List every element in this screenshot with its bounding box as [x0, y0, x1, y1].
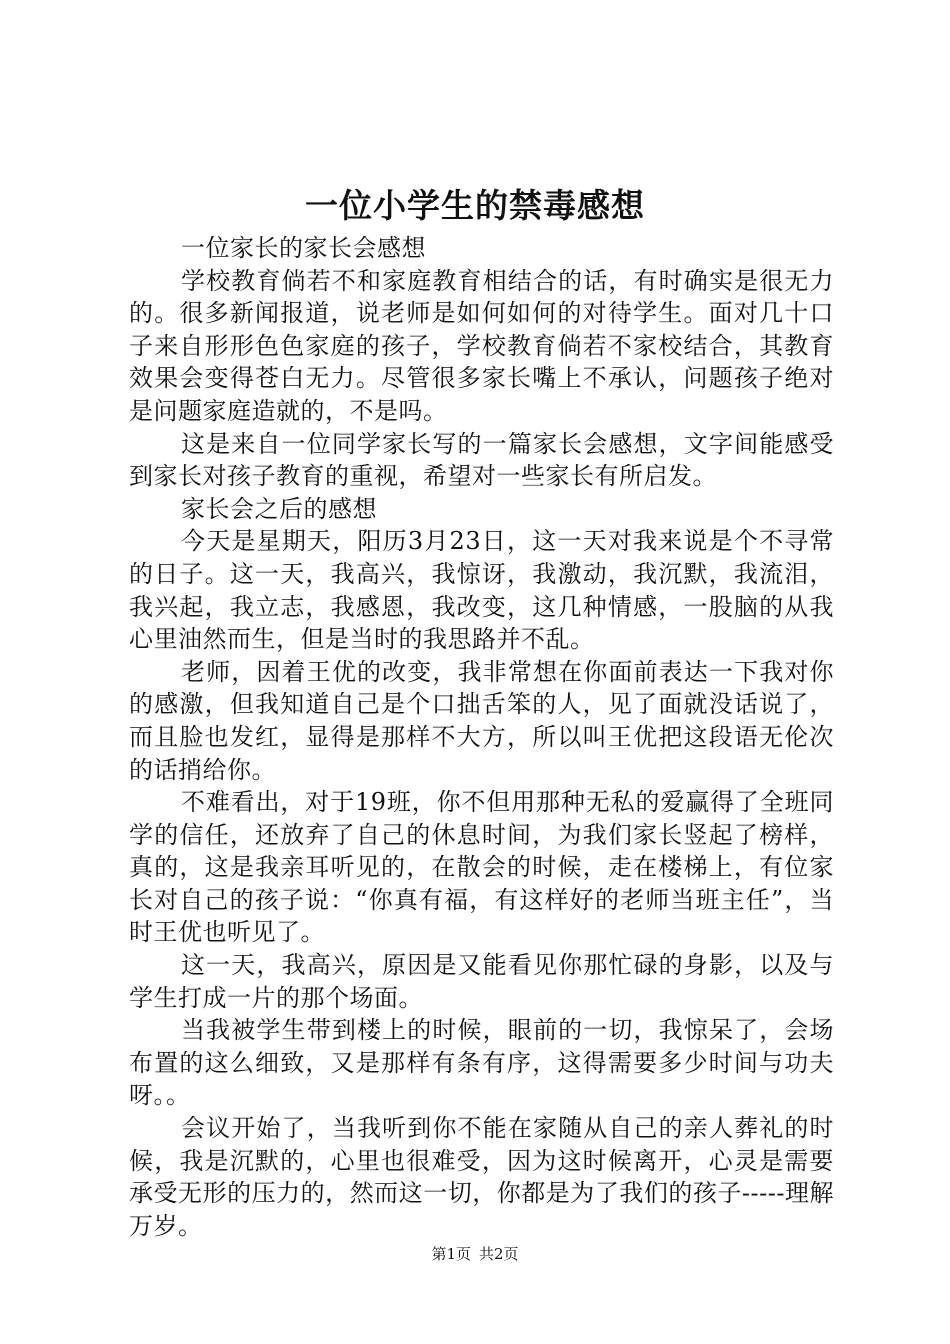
body-paragraph: 学校教育倘若不和家庭教育相结合的话，有时确实是很无力的。很多新闻报道，说老师是如何如何的对待学生。面对几十口子来自形形色色家庭的孩子，学校教育倘若不家校结合，其教育效果会变得苍白无力。尽管很多家长嘴上不承认，问题孩子绝对是问题家庭造就的，不是吗。	[129, 266, 834, 425]
page-footer	[0, 1244, 950, 1264]
body-paragraph: 这是来自一位同学家长写的一篇家长会感想，文字间能感受到家长对孩子教育的重视，希望对一些家长有所启发。	[129, 429, 834, 491]
body-paragraph: 不难看出，对于19班，你不但用那种无私的爱赢得了全班同学的信任，还放弃了自己的休息时间，为我们家长竖起了榜样，真的，这是我亲耳听见的，在散会的时候，走在楼梯上，有位家长对自己的孩子说：“你真有福，有这样好的老师当班主任”，当时王优也听见了。	[129, 788, 834, 947]
body-paragraph: 今天是星期天，阳历3月23日，这一天对我来说是个不寻常的日子。这一天，我高兴，我惊讶，我激动，我沉默，我流泪，我兴起，我立志，我感恩，我改变，这几种情感，一股脑的从我心里油然而生，但是当时的我思路并不乱。	[129, 527, 834, 654]
body-paragraph: 会议开始了，当我听到你不能在家随从自己的亲人葬礼的时候，我是沉默的，心里也很难受，因为这时候离开，心灵是需要承受无形的压力的，然而这一切，你都是为了我们的孩子-----理解万岁。	[129, 1114, 834, 1240]
section-heading: 家长会之后的感想	[181, 494, 377, 523]
page-title: 一位小学生的禁毒感想	[305, 186, 645, 225]
subtitle-paragraph: 一位家长的家长会感想	[181, 234, 426, 262]
body-paragraph: 老师，因着王优的改变，我非常想在你面前表达一下我对你的感激，但我知道自己是个口拙舌笨的人，见了面就没话说了，而且脸也发红，显得是那样不大方，所以叫王优把这段语无伦次的话捎给你。	[129, 657, 834, 784]
page-total: 共2页	[479, 1245, 519, 1263]
body-paragraph: 这一天，我高兴，原因是又能看见你那忙碌的身影，以及与学生打成一片的那个场面。	[129, 951, 834, 1012]
page-number: 第1页	[431, 1245, 471, 1263]
body-paragraph: 当我被学生带到楼上的时候，眼前的一切，我惊呆了，会场布置的这么细致，又是那样有条有序，这得需要多少时间与功夫呀。。	[129, 1016, 834, 1110]
document-body	[129, 232, 834, 1242]
